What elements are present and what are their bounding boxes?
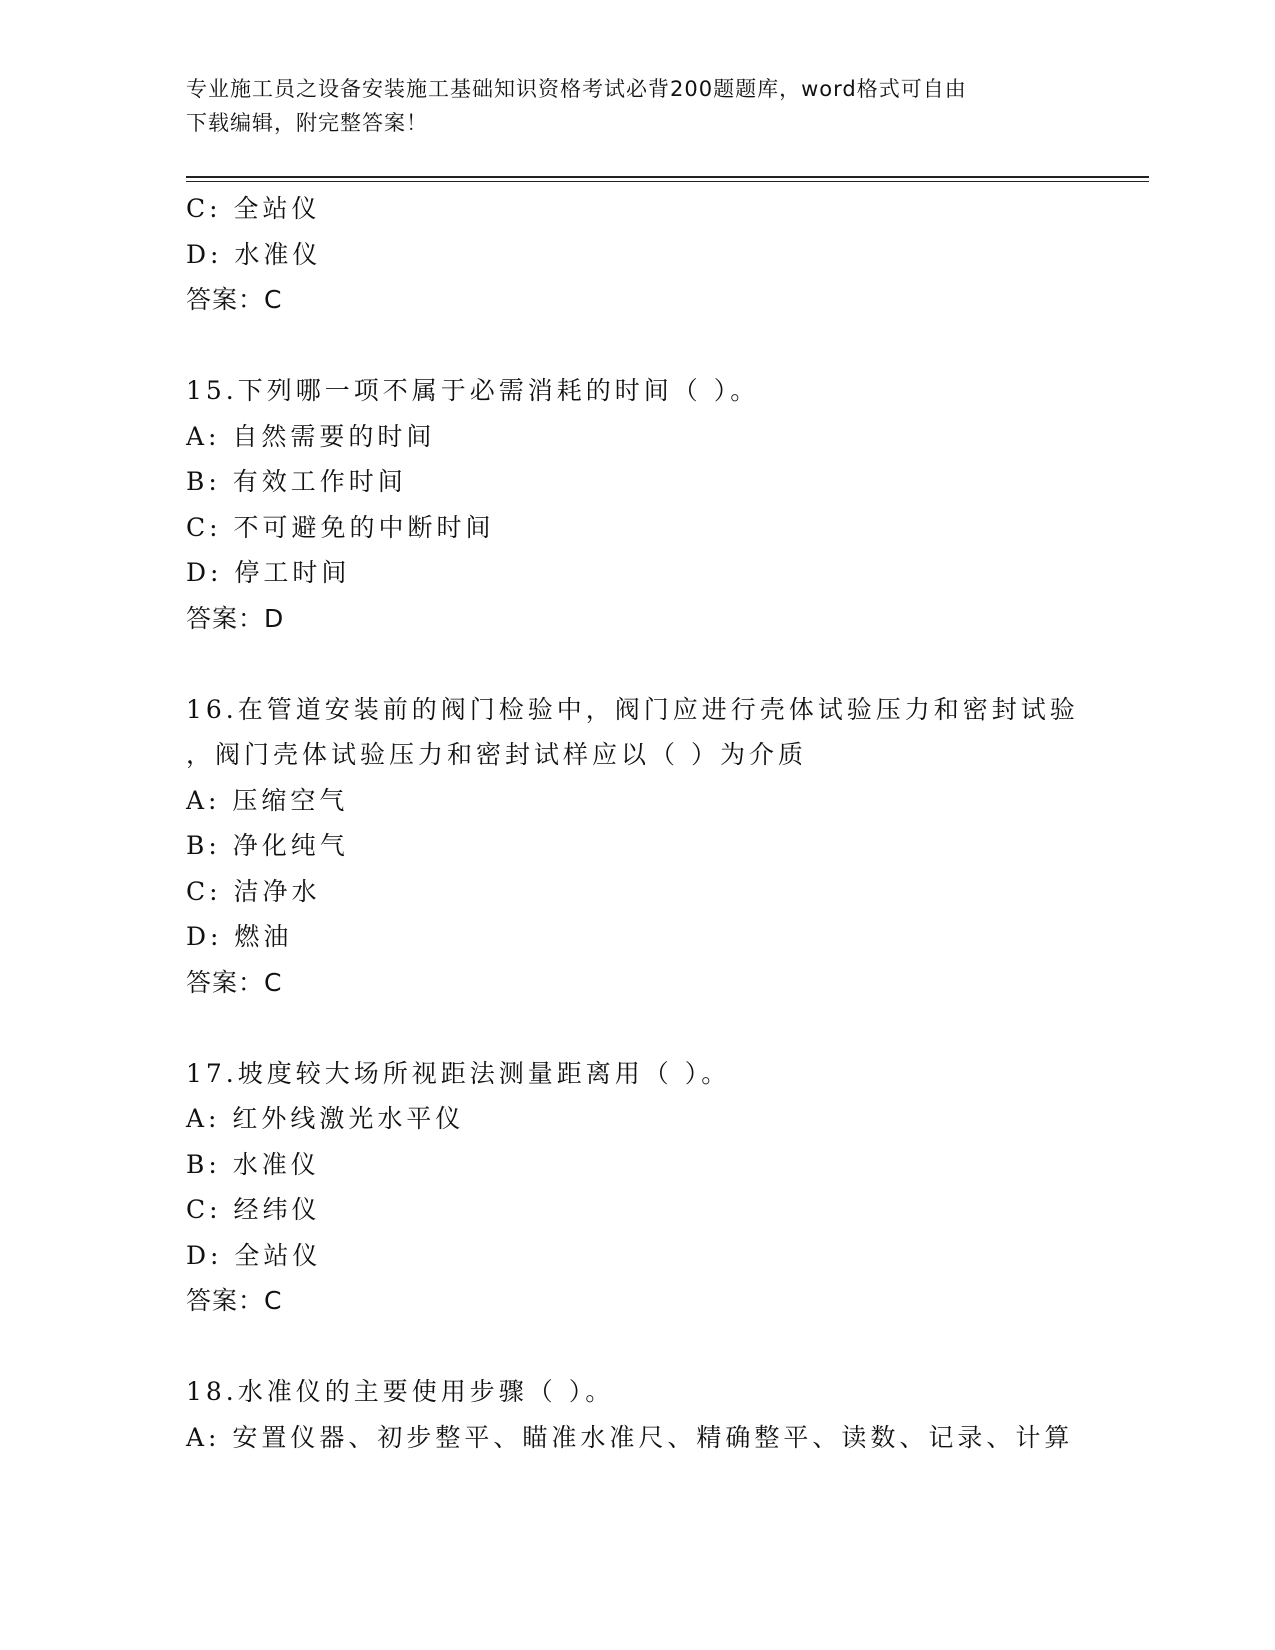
option-b: B: 有效工作时间 bbox=[186, 467, 407, 496]
header-title-line-1: 专业施工员之设备安装施工基础知识资格考试必背200题题库，word格式可自由 bbox=[186, 77, 967, 101]
question-stem: 17.坡度较大场所视距法测量距离用（ ）。 bbox=[186, 1058, 731, 1088]
option-a: A: 压缩空气 bbox=[186, 785, 349, 815]
option-d: D: 全站仪 bbox=[186, 1240, 322, 1270]
option-c: C: 经纬仪 bbox=[186, 1195, 321, 1224]
option-d: D: 停工时间 bbox=[186, 558, 351, 587]
question-stem: 18.水准仪的主要使用步骤（ ）。 bbox=[186, 1377, 615, 1406]
header-rule-thick bbox=[186, 176, 1149, 178]
answer-label: 答案：C bbox=[186, 967, 283, 997]
option-d: D: 燃油 bbox=[186, 922, 293, 951]
option-a: A: 自然需要的时间 bbox=[186, 421, 436, 451]
answer-label: 答案：C bbox=[186, 285, 283, 314]
option-d: D: 水准仪 bbox=[186, 239, 322, 269]
question-stem-continued: ，阀门壳体试验压力和密封试样应以（ ）为介质 bbox=[186, 740, 807, 769]
option-c: C: 不可避免的中断时间 bbox=[186, 512, 495, 542]
answer-label: 答案：D bbox=[186, 603, 285, 633]
option-a: A: 安置仪器、初步整平、瞄准水准尺、精确整平、读数、记录、计算 bbox=[186, 1422, 1074, 1452]
question-list bbox=[186, 186, 1149, 1460]
option-b: B: 水准仪 bbox=[186, 1149, 320, 1179]
option-b: B: 净化纯气 bbox=[186, 831, 349, 860]
question-stem: 16.在管道安装前的阀门检验中，阀门应进行壳体试验压力和密封试验 bbox=[186, 694, 1079, 724]
document-header bbox=[186, 72, 1066, 140]
option-a: A: 红外线激光水平仪 bbox=[186, 1104, 465, 1133]
answer-label: 答案：C bbox=[186, 1286, 283, 1315]
option-c: C: 洁净水 bbox=[186, 876, 321, 906]
header-rule-thin bbox=[186, 181, 1149, 182]
question-stem: 15.下列哪一项不属于必需消耗的时间（ ）。 bbox=[186, 376, 760, 405]
header-title-line-2: 下载编辑，附完整答案！ bbox=[186, 111, 428, 135]
option-c: C: 全站仪 bbox=[186, 194, 321, 223]
